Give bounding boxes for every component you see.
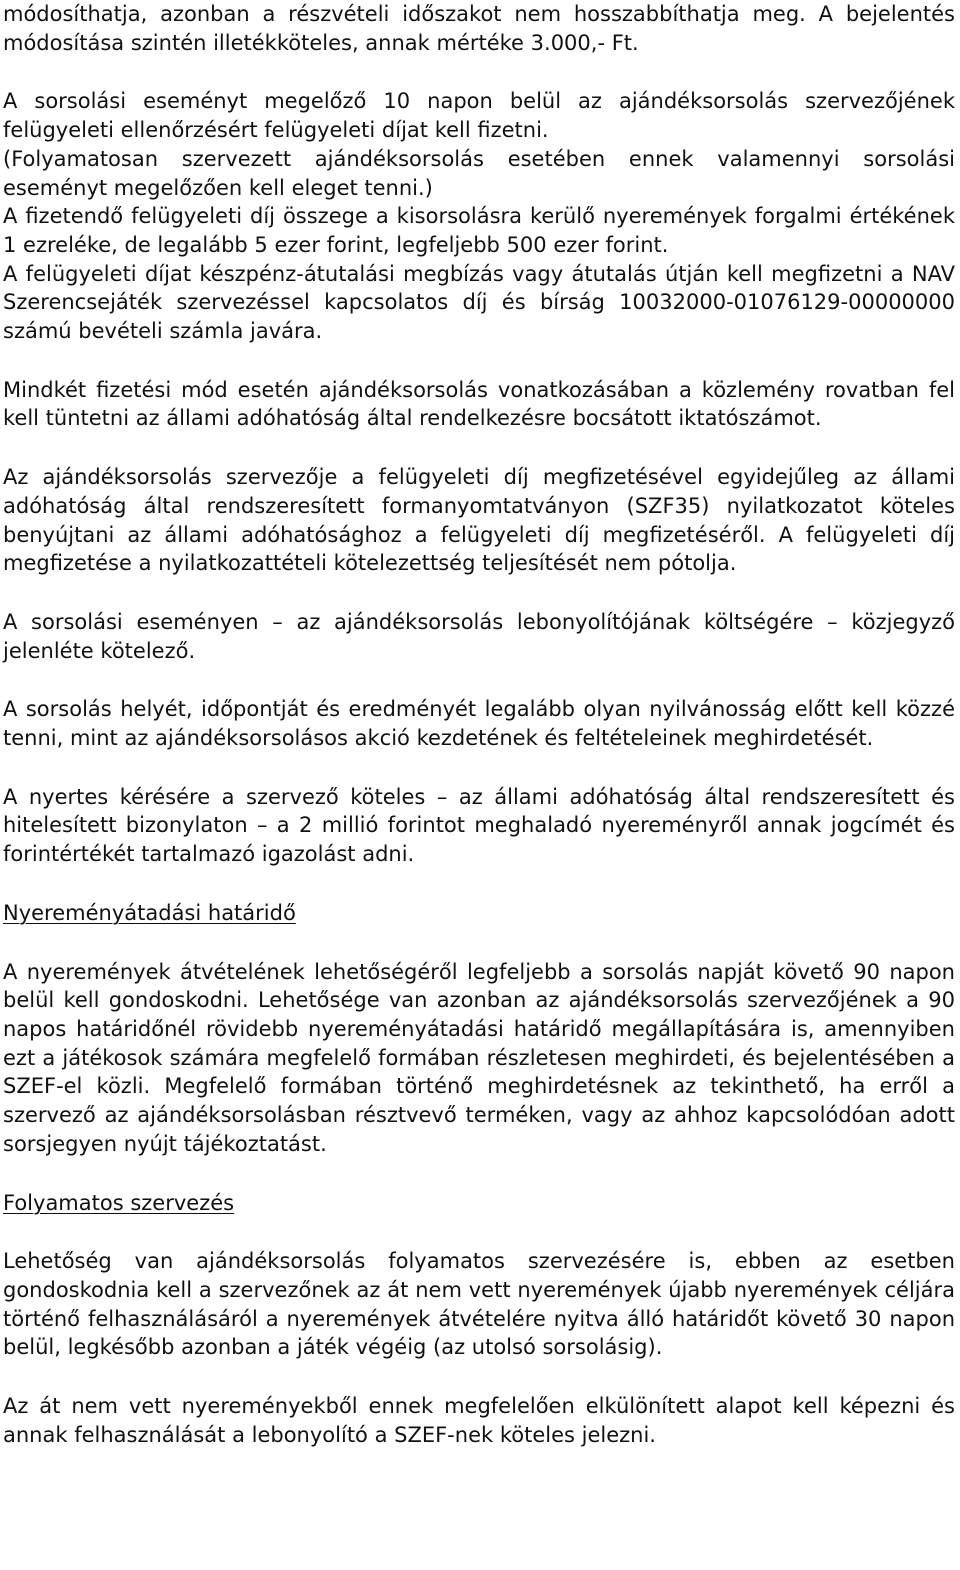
section-heading-folyamatos-szervezes: Folyamatos szervezés — [3, 1190, 235, 1215]
paragraph-folyamatos-szervezes-megjegyzes: (Folyamatosan szervezett ajándéksorsolás esetében ennek valamennyi sorsolási eseményt megelőzően kell eleget tenni.) — [3, 146, 955, 200]
paragraph-felugyeleti-dij-osszege: A fizetendő felügyeleti díj összege a kisorsolásra kerülő nyeremények forgalmi értékének 1 ezreléke, de legalább 5 ezer forint, legfeljebb 500 ezer forint. — [3, 204, 955, 257]
paragraph-kozjegyzo-jelenlete: A sorsolási eseményen – az ajándéksorsolás lebonyolítójának költségére – közjegyző jelenléte kötelező. — [3, 609, 955, 663]
paragraph-spacer — [3, 869, 955, 899]
section-heading-nyeremenyatadasi-hatarido: Nyereményátadási határidő — [3, 900, 296, 925]
paragraph-spacer — [3, 433, 955, 463]
paragraph-spacer — [3, 57, 955, 87]
paragraph-elkulonitett-alap: Az át nem vett nyereményekből ennek megfelelően elkülönített alapot kell képezni és annak felhasználását a lebonyolító a SZEF-nek köteles jelezni. — [3, 1394, 955, 1447]
paragraph-nyilatkozat-szf35: Az ajándéksorsolás szervezője a felügyeleti díj megfizetésével egyidejűleg az állami adóhatóság által rendszeresített formanyomtatványon (SZF35) nyilatkozatot köteles benyújtani az állami adóhatósághoz a felügyeleti díj megfizetéséről. A felügyeleti díj megfizetése a nyilatkozattételi kötelezettség teljesítését nem pótolja. — [3, 465, 955, 576]
paragraph-sorsolas-kozzetetele: A sorsolás helyét, időpontját és eredményét legalább olyan nyilvánosság előtt kell közzé tenni, mint az ajándéksorsolásos akció kezdetének és feltételeinek meghirdetését. — [3, 697, 955, 751]
paragraph-spacer — [3, 346, 955, 376]
paragraph-spacer — [3, 1362, 955, 1392]
paragraph-felugyeleti-dij-modja: A felügyeleti díjat készpénz-átutalási megbízás vagy átutalás útján kell megfizetni a NAV Szerencsejáték szervezéssel kapcsolatos díj és bírság 10032000-01076129-00000000 számú bevételi számla javára. — [3, 261, 955, 344]
paragraph-nyeremenyatadas-reszletek: A nyeremények átvételének lehetőségéről legfeljebb a sorsolás napját követő 90 napon belül kell gondoskodni. Lehetősége van azonban az ajándéksorsolás szervezőjének a 90 napos határidőnél rövidebb nyereményátadási határidő megállapítására is, amennyiben ezt a játékosok számára megfelelő formában részletesen meghirdeti, és bejelentésében a SZEF-el közli. Megfelelő formában történő meghirdetésnek az tekinthető, ha erről a szervező az ajándéksorsolásban résztvevő terméken, vagy az ahhoz kapcsolódóan adott sorsjegyen nyújt tájékoztatást. — [3, 959, 955, 1156]
paragraph-spacer — [3, 1217, 955, 1247]
paragraph-spacer — [3, 753, 955, 783]
paragraph-nyertes-igazolas: A nyertes kérésére a szervező köteles – az állami adóhatóság által rendszeresített és hitelesített bizonylaton – a 2 millió forintot meghaladó nyereményről annak jogcímét és forintértékét tartalmazó igazolást adni. — [3, 784, 955, 867]
paragraph-spacer — [3, 665, 955, 695]
paragraph-felugyeleti-dij-fizetes: A sorsolási eseményt megelőző 10 napon belül az ajándéksorsolás szervezőjének felügyeleti ellenőrzésért felügyeleti díjat kell fizetni. — [3, 89, 955, 143]
document-page — [3, 0, 955, 1449]
paragraph-folyamatos-szervezes-reszletek: Lehetőség van ajándéksorsolás folyamatos szervezésére is, ebben az esetben gondoskodnia kell a szervezőnek az át nem vett nyeremények újabb nyeremények céljára történő felhasználásáról a nyeremények átvételére nyitva álló határidőt követő 30 napon belül, legkésőbb azonban a játék végéig (az utolsó sorsolásig). — [3, 1249, 955, 1360]
paragraph-kozlemeny-rovat: Mindkét fizetési mód esetén ajándéksorsolás vonatkozásában a közlemény rovatban fel kell tüntetni az állami adóhatóság által rendelkezésre bocsátott iktatószámot. — [3, 377, 955, 431]
paragraph-spacer — [3, 1159, 955, 1189]
paragraph-bejelentes-modositasa: módosíthatja, azonban a részvételi időszakot nem hosszabbíthatja meg. A bejelentés módosítása szintén illetékköteles, annak mértéke 3.000,- Ft. — [3, 2, 955, 55]
paragraph-spacer — [3, 928, 955, 958]
paragraph-spacer — [3, 578, 955, 608]
